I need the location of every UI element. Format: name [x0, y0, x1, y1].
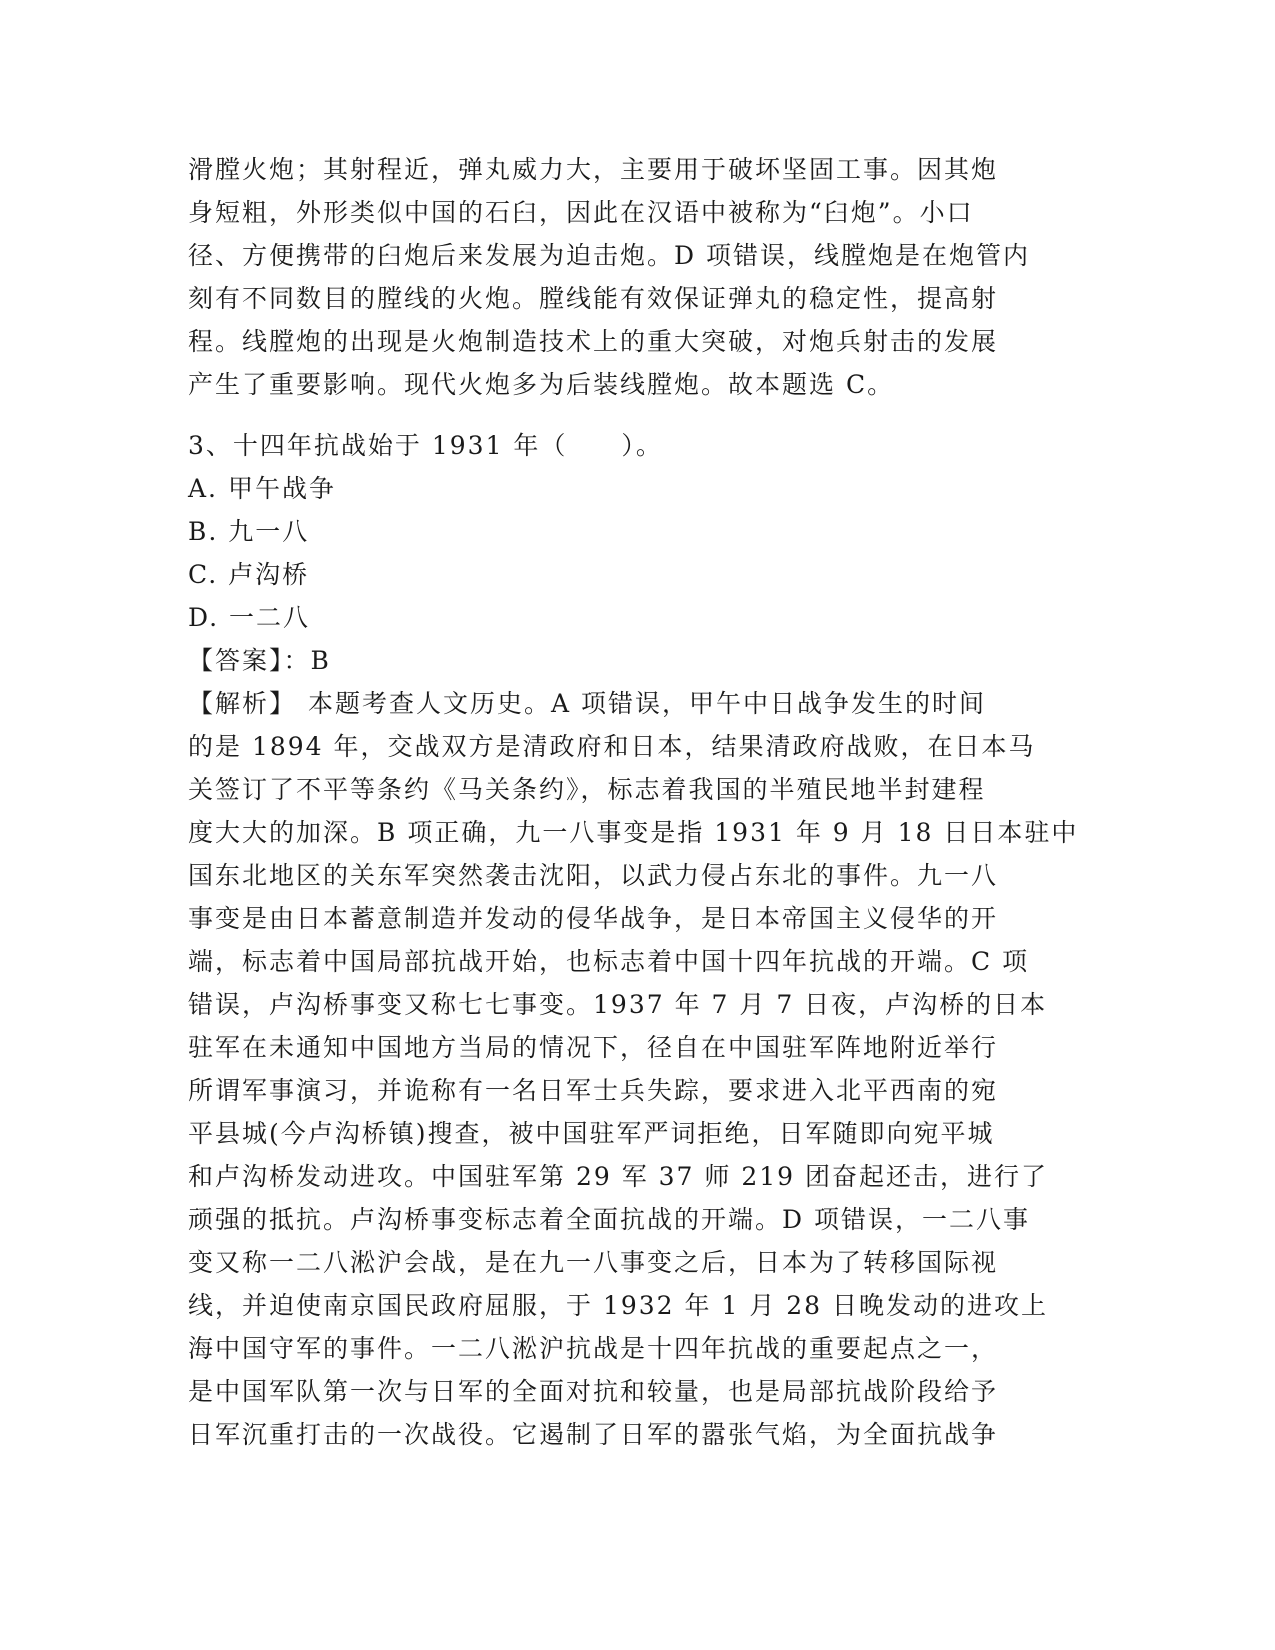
text-line: 驻军在未通知中国地方当局的情况下，径自在中国驻军阵地附近举行: [188, 1033, 999, 1062]
option-a: A. 甲午战争: [188, 474, 336, 503]
text-line: 和卢沟桥发动进攻。中国驻军第 29 军 37 师 219 团奋起还击，进行了: [188, 1162, 1049, 1191]
text-line: 是中国军队第一次与日军的全面对抗和较量，也是局部抗战阶段给予: [188, 1377, 999, 1406]
option-c: C. 卢沟桥: [188, 560, 310, 589]
question-stem: 3、十四年抗战始于 1931 年（ ）。: [188, 431, 663, 460]
text-line: 变又称一二八淞沪会战，是在九一八事变之后，日本为了转移国际视: [188, 1248, 999, 1277]
text-line: 海中国守军的事件。一二八淞沪抗战是十四年抗战的重要起点之一，: [188, 1334, 999, 1363]
text-line: 程。线膛炮的出现是火炮制造技术上的重大突破，对炮兵射击的发展: [188, 327, 999, 356]
text-line: 端，标志着中国局部抗战开始，也标志着中国十四年抗战的开端。C 项: [188, 947, 1030, 976]
text-line: 所谓军事演习，并诡称有一名日军士兵失踪，要求进入北平西南的宛: [188, 1076, 999, 1105]
text-line: 事变是由日本蓄意制造并发动的侵华战争，是日本帝国主义侵华的开: [188, 904, 999, 933]
text-line: 关签订了不平等条约《马关条约》，标志着我国的半殖民地半封建程: [188, 775, 986, 804]
text-line: 日军沉重打击的一次战役。它遏制了日军的嚣张气焰，为全面抗战争: [188, 1420, 999, 1449]
answer-line: 【答案】：B: [188, 646, 331, 675]
text-line: 度大大的加深。B 项正确，九一八事变是指 1931 年 9 月 18 日日本驻中: [188, 818, 1079, 847]
text-line: 滑膛火炮；其射程近，弹丸威力大，主要用于破坏坚固工事。因其炮: [188, 155, 999, 184]
text-line: 本题考查人文历史。A 项错误，甲午中日战争发生的时间: [308, 689, 987, 718]
analysis-label: 【解析】: [188, 689, 297, 718]
analysis-first-line: [188, 682, 1088, 725]
text-line: 身短粗，外形类似中国的石臼，因此在汉语中被称为“臼炮”。小口: [188, 198, 974, 227]
analysis-section: [188, 682, 1088, 1456]
text-line: 错误，卢沟桥事变又称七七事变。1937 年 7 月 7 日夜，卢沟桥的日本: [188, 990, 1048, 1019]
text-line: 产生了重要影响。现代火炮多为后装线膛炮。故本题选 C。: [188, 370, 895, 399]
page-content: [188, 148, 1088, 1456]
text-line: 的是 1894 年，交战双方是清政府和日本，结果清政府战败，在日本马: [188, 732, 1036, 761]
text-line: 线，并迫使南京国民政府屈服，于 1932 年 1 月 28 日晚发动的进攻上: [188, 1291, 1049, 1320]
text-line: 径、方便携带的臼炮后来发展为迫击炮。D 项错误，线膛炮是在炮管内: [188, 241, 1030, 270]
option-b: B. 九一八: [188, 517, 310, 546]
text-line: 顽强的抵抗。卢沟桥事变标志着全面抗战的开端。D 项错误，一二八事: [188, 1205, 1030, 1234]
option-d: D. 一二八: [188, 603, 311, 632]
text-line: 刻有不同数目的膛线的火炮。膛线能有效保证弹丸的稳定性，提高射: [188, 284, 999, 313]
text-line: 国东北地区的关东军突然袭击沈阳，以武力侵占东北的事件。九一八: [188, 861, 999, 890]
previous-analysis-paragraph: [188, 148, 1088, 406]
text-line: 平县城(今卢沟桥镇)搜查，被中国驻军严词拒绝，日军随即向宛平城: [188, 1119, 995, 1148]
question-block: [188, 424, 1088, 1456]
